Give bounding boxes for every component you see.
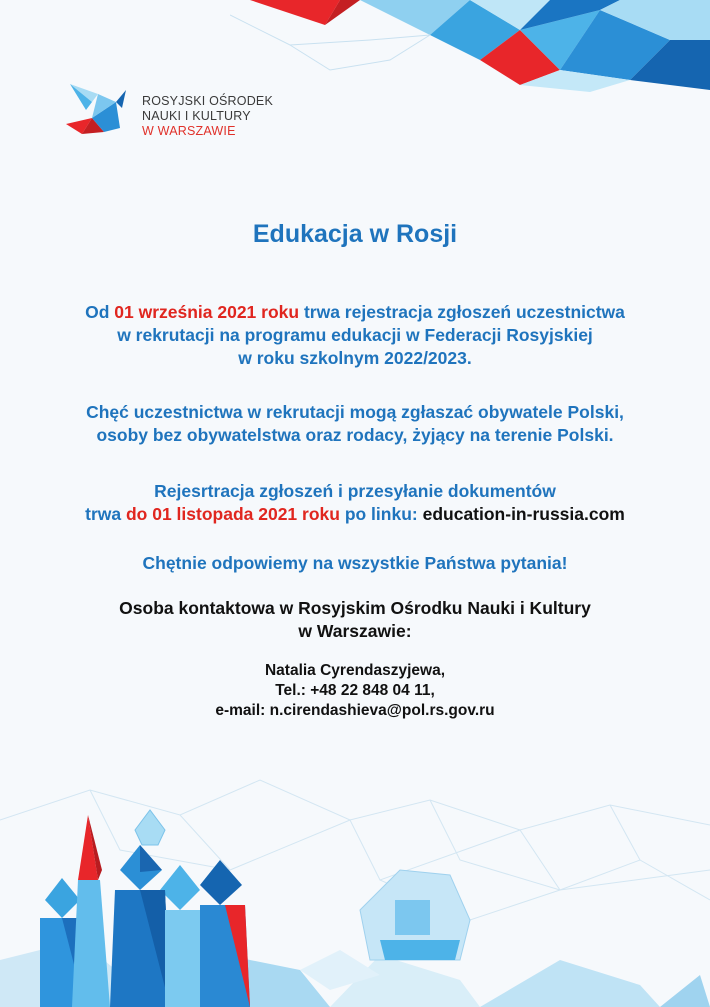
- deadline-date: do 01 listopada 2021 roku: [125, 504, 340, 524]
- registration-date: 01 września 2021 roku: [114, 302, 300, 322]
- registration-suffix: trwa rejestracja zgłoszeń uczestnictwa: [299, 302, 625, 322]
- logo-line-2: NAUKI I KULTURY: [142, 109, 251, 123]
- logo-line-1: ROSYJSKI OŚRODEK: [142, 94, 274, 108]
- contact-details: [0, 661, 710, 721]
- dove-icon: [62, 80, 132, 140]
- eligibility-line-1: Chęć uczestnictwa w rekrutacji mogą zgłaszać obywatele Polski,: [86, 402, 624, 422]
- page-title: Edukacja w Rosji: [252, 220, 458, 248]
- bottom-decoration: [0, 760, 710, 1007]
- deadline-line-1: Rejesrtracja zgłoszeń i przesyłanie dokumentów: [154, 481, 556, 501]
- deadline-middle: po linku:: [339, 504, 423, 524]
- eligibility-line-2: osoby bez obywatelstwa oraz rodacy, żyjący na terenie Polski.: [96, 425, 614, 445]
- deadline-paragraph: [0, 480, 710, 526]
- top-decoration: [230, 0, 710, 95]
- contact-phone: Tel.: +48 22 848 04 11,: [275, 682, 435, 699]
- eligibility-paragraph: [0, 401, 710, 447]
- logo-line-3: W WARSZAWIE: [142, 124, 236, 138]
- contact-email[interactable]: e-mail: n.cirendashieva@pol.rs.gov.ru: [215, 702, 495, 719]
- deadline-line-2: [0, 503, 710, 526]
- registration-link[interactable]: education-in-russia.com: [422, 504, 625, 524]
- registration-paragraph: [0, 301, 710, 370]
- registration-prefix: Od: [85, 302, 115, 322]
- contact-heading: [0, 597, 710, 643]
- deadline-prefix: trwa: [85, 504, 126, 524]
- registration-line-2: w rekrutacji na programu edukacji w Federacji Rosyjskiej: [117, 325, 593, 345]
- registration-line-1: [0, 301, 710, 324]
- logo: [62, 80, 282, 150]
- contact-heading-line-2: w Warszawie:: [298, 621, 412, 641]
- contact-name: Natalia Cyrendaszyjewa,: [264, 662, 446, 679]
- contact-heading-line-1: Osoba kontaktowa w Rosyjskim Ośrodku Nauki i Kultury: [119, 598, 591, 618]
- questions-text: Chętnie odpowiemy na wszystkie Państwa pytania!: [142, 553, 568, 573]
- registration-line-3: w roku szkolnym 2022/2023.: [238, 348, 472, 368]
